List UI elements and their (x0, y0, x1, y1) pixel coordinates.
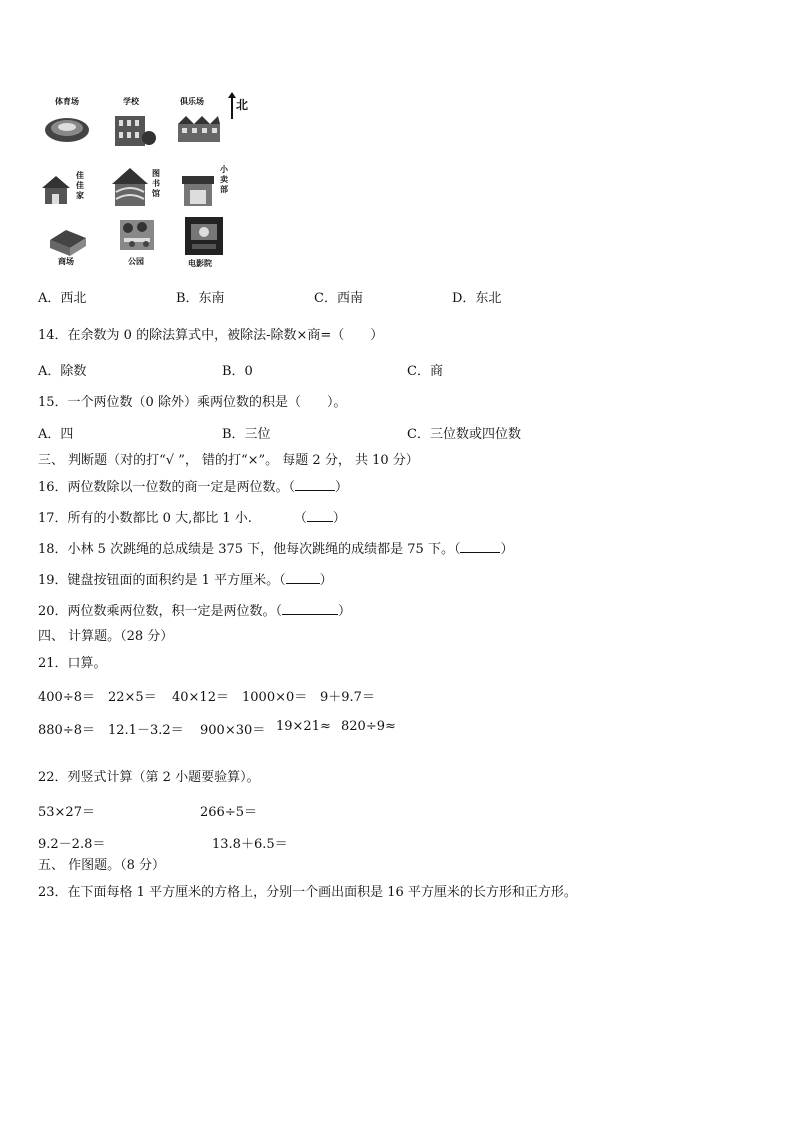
mall-label: 商场 (58, 256, 74, 266)
library-label: 图书馆 (152, 168, 160, 198)
section-5-heading: 五、 作图题。（8 分） (38, 858, 166, 873)
section-3-heading: 三、 判断题（对的打“√ ”， 错的打“×”。 每题 2 分， 共 10 分） (38, 453, 419, 468)
q22-item-2: 266÷5＝ (200, 805, 257, 820)
q21-item-4: 1000×0＝ (242, 690, 308, 705)
q13-option-c: C．西南 (314, 291, 363, 306)
map-cell-shop (178, 164, 228, 214)
map-cell-mall (46, 222, 96, 272)
q16-text: 16．两位数除以一位数的商一定是两位数。（ (38, 480, 296, 495)
q19-text: 19．键盘按钮面的面积约是 1 平方厘米。（ (38, 573, 286, 588)
library-building-icon (110, 166, 150, 210)
q21-item-9: 19×21≈ (276, 719, 331, 734)
north-arrow-icon (228, 92, 236, 120)
park-label: 公园 (128, 256, 144, 266)
gym-label: 体育场 (55, 96, 79, 106)
map-cell-home (40, 166, 90, 216)
q21-item-1: 400÷8＝ (38, 690, 95, 705)
q15-option-c: C．三位数或四位数 (407, 427, 521, 442)
q22-item-4: 13.8＋6.5＝ (212, 837, 288, 852)
q20 (38, 603, 351, 620)
q22-text: 22．列竖式计算（第 2 小题要验算）。 (38, 770, 260, 785)
q21-item-3: 40×12＝ (172, 690, 229, 705)
q13-option-d: D．东北 (452, 291, 502, 306)
club-building-icon (176, 110, 226, 154)
map-cell-library (110, 164, 160, 214)
park-icon (118, 218, 158, 254)
map-cell-cinema (184, 216, 234, 266)
q21-item-2: 22×5＝ (108, 690, 157, 705)
mall-building-icon (46, 226, 90, 260)
q13-option-a: A．西北 (38, 291, 87, 306)
school-building-icon (111, 110, 161, 154)
stadium-icon (43, 110, 93, 154)
map-cell-park (118, 218, 168, 268)
q17-open: （ (293, 511, 307, 526)
q21-item-10: 820÷9≈ (341, 719, 396, 734)
q18-answer-blank[interactable] (460, 541, 500, 553)
q21-item-5: 9＋9.7＝ (320, 690, 375, 705)
q13-option-b: B．东南 (176, 291, 225, 306)
q20-text: 20．两位数乘两位数，积一定是两位数。（ (38, 604, 283, 619)
q17-close: ） (332, 511, 346, 526)
q21-item-8: 900×30＝ (200, 723, 266, 738)
north-label: 北 (236, 98, 249, 112)
q15-text: 15．一个两位数（0 除外）乘两位数的积是（ ）。 (38, 395, 347, 410)
q14-text: 14．在余数为 0 的除法算式中，被除法-除数×商=（ ） (38, 328, 384, 343)
q16-close: ） (335, 480, 349, 495)
q21-item-6: 880÷8＝ (38, 723, 95, 738)
map-cell-gym (43, 96, 93, 150)
q20-close: ） (338, 604, 352, 619)
q19-close: ） (319, 573, 333, 588)
q17-answer-blank[interactable] (307, 510, 333, 522)
q17 (38, 510, 346, 527)
north-indicator (228, 92, 249, 124)
q14-option-c: C．商 (407, 364, 443, 379)
section-4-heading: 四、 计算题。（28 分） (38, 629, 174, 644)
q15-option-b: B．三位 (222, 427, 271, 442)
map-cell-club (176, 96, 226, 150)
q19-answer-blank[interactable] (286, 572, 320, 584)
q18-close: ） (500, 542, 514, 557)
home-label: 佳佳家 (76, 170, 84, 200)
q22-item-3: 9.2－2.8＝ (38, 837, 106, 852)
club-label: 俱乐场 (180, 96, 204, 106)
q17-text: 17．所有的小数都比 0 大,都比 1 小. (38, 511, 252, 526)
q18 (38, 541, 513, 558)
q16-answer-blank[interactable] (295, 479, 335, 491)
shop-label: 小卖部 (220, 164, 228, 194)
cinema-icon (184, 216, 224, 256)
cinema-label: 电影院 (188, 258, 212, 268)
q14-option-b: B．0 (222, 364, 253, 379)
q21-text: 21．口算。 (38, 656, 107, 671)
school-label: 学校 (123, 96, 139, 106)
q19 (38, 572, 333, 589)
q14-option-a: A．除数 (38, 364, 87, 379)
q16 (38, 479, 348, 496)
q18-text: 18．小林 5 次跳绳的总成绩是 375 下，他每次跳绳的成绩都是 75 下。（ (38, 542, 461, 557)
map-cell-school (111, 96, 161, 150)
q20-answer-blank[interactable] (282, 603, 338, 615)
q21-item-7: 12.1－3.2＝ (108, 723, 184, 738)
q15-option-a: A．四 (38, 427, 74, 442)
house-icon (40, 172, 74, 208)
q22-item-1: 53×27＝ (38, 805, 95, 820)
q23-text: 23．在下面每格 1 平方厘米的方格上，分别一个画出面积是 16 平方厘米的长方形和正方形。 (38, 885, 577, 900)
shop-stall-icon (180, 172, 218, 212)
